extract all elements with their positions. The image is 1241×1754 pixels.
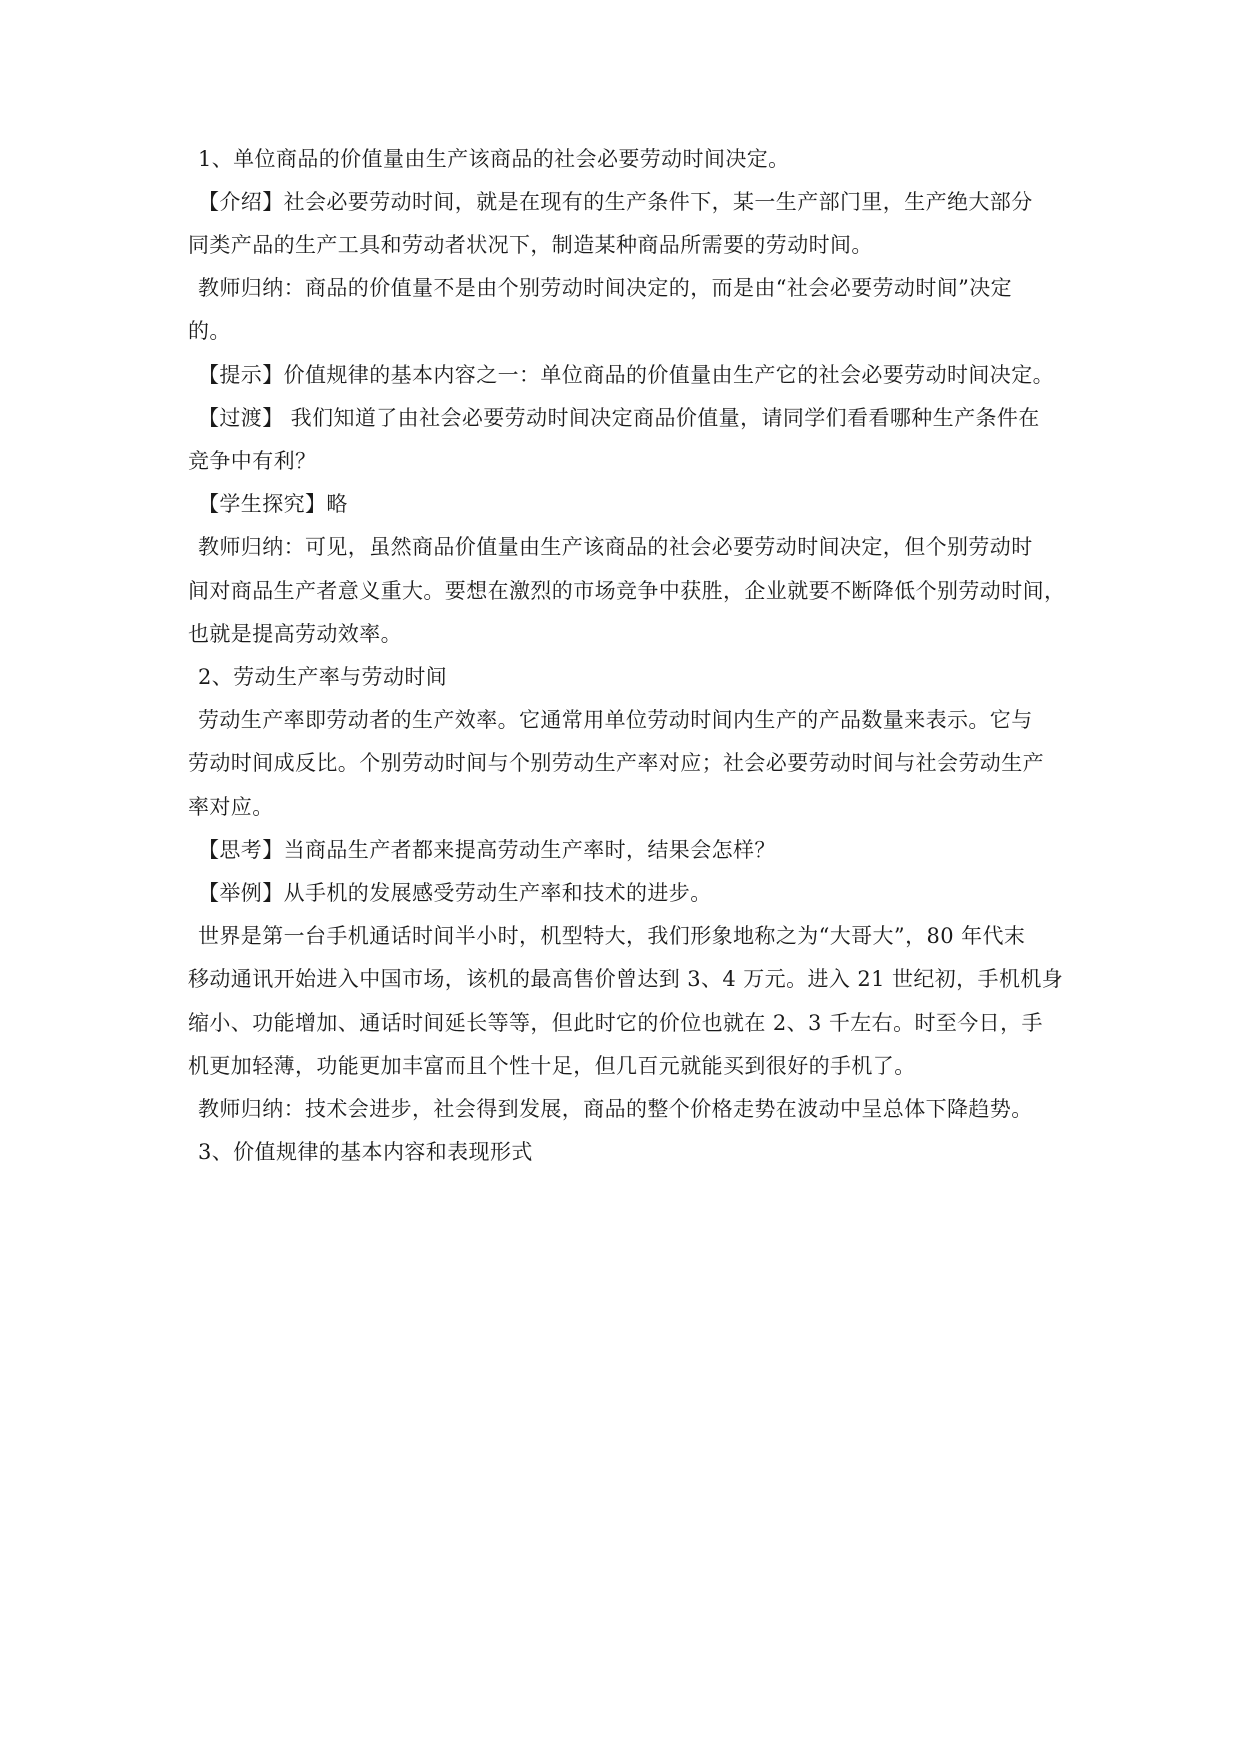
paragraph-line: 【介绍】社会必要劳动时间，就是在现有的生产条件下，某一生产部门里，生产绝大部分 xyxy=(198,190,1033,214)
heading-2: 2、劳动生产率与劳动时间 xyxy=(198,665,448,689)
paragraph-line: 【学生探究】略 xyxy=(198,492,348,516)
paragraph-line: 【举例】从手机的发展感受劳动生产率和技术的进步。 xyxy=(198,881,712,905)
paragraph-line: 【过渡】 我们知道了由社会必要劳动时间决定商品价值量，请同学们看看哪种生产条件在 xyxy=(198,406,1040,430)
heading-3: 3、价值规律的基本内容和表现形式 xyxy=(198,1140,533,1164)
paragraph-line: 竞争中有利？ xyxy=(188,449,317,473)
paragraph-line: 同类产品的生产工具和劳动者状况下，制造某种商品所需要的劳动时间。 xyxy=(188,233,873,257)
paragraph-line: 教师归纳：技术会进步，社会得到发展，商品的整个价格走势在波动中呈总体下降趋势。 xyxy=(198,1097,1033,1121)
paragraph-line: 教师归纳：商品的价值量不是由个别劳动时间决定的，而是由“社会必要劳动时间”决定 xyxy=(198,276,1013,300)
paragraph-line: 劳动生产率即劳动者的生产效率。它通常用单位劳动时间内生产的产品数量来表示。它与 xyxy=(198,708,1033,732)
paragraph-line: 劳动时间成反比。个别劳动时间与个别劳动生产率对应；社会必要劳动时间与社会劳动生产 xyxy=(188,751,1044,775)
paragraph-line: 世界是第一台手机通话时间半小时，机型特大，我们形象地称之为“大哥大”，80 年代末 xyxy=(198,924,1026,948)
paragraph-line: 【思考】当商品生产者都来提高劳动生产率时，结果会怎样？ xyxy=(198,838,776,862)
paragraph-line: 缩小、功能增加、通话时间延长等等，但此时它的价位也就在 2、3 千左右。时至今日，手 xyxy=(188,1011,1043,1035)
paragraph-line: 间对商品生产者意义重大。要想在激烈的市场竞争中获胜，企业就要不断降低个别劳动时间， xyxy=(188,579,1066,603)
paragraph-line: 也就是提高劳动效率。 xyxy=(188,622,402,646)
heading-1: 1、单位商品的价值量由生产该商品的社会必要劳动时间决定。 xyxy=(198,147,790,171)
paragraph-line: 的。 xyxy=(188,319,231,343)
paragraph-line: 机更加轻薄，功能更加丰富而且个性十足，但几百元就能买到很好的手机了。 xyxy=(188,1054,916,1078)
paragraph-line: 【提示】价值规律的基本内容之一：单位商品的价值量由生产它的社会必要劳动时间决定。 xyxy=(198,363,1054,387)
paragraph-line: 率对应。 xyxy=(188,795,274,819)
paragraph-line: 移动通讯开始进入中国市场，该机的最高售价曾达到 3、4 万元。进入 21 世纪初，手机机身 xyxy=(188,967,1064,991)
paragraph-line: 教师归纳：可见，虽然商品价值量由生产该商品的社会必要劳动时间决定，但个别劳动时 xyxy=(198,535,1033,559)
